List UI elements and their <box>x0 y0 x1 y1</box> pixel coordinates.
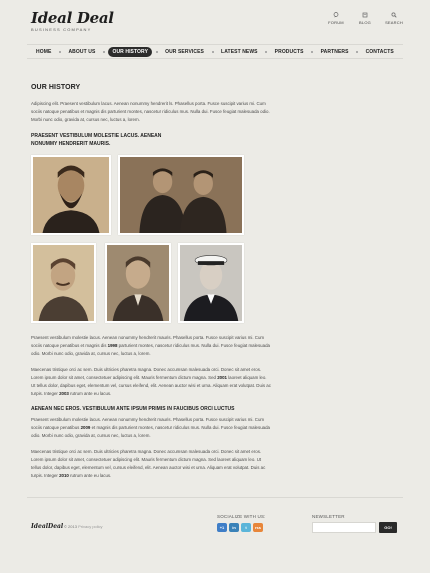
top-link-label: FORUM <box>328 20 344 25</box>
header <box>0 0 430 44</box>
newsletter-title: NEWSLETTER <box>312 514 345 519</box>
history-paragraph-2 <box>31 366 271 398</box>
main-content <box>31 84 271 148</box>
subtitle-line-2: NONUMMY HENDRERIT MAURIS. <box>31 141 111 147</box>
two-men-portrait-icon <box>120 157 242 233</box>
newsletter-go-button[interactable]: GO! <box>379 522 397 533</box>
logo-tagline: BUSINESS COMPANY <box>31 27 92 32</box>
search-icon <box>391 12 397 18</box>
nav-partners[interactable]: PARTNERS <box>320 48 349 55</box>
top-link-blog[interactable] <box>356 12 374 25</box>
history-photo-2[interactable] <box>118 155 244 235</box>
page-title: OUR HISTORY <box>31 84 81 91</box>
nav-about-us[interactable]: ABOUT US <box>68 48 96 55</box>
highlight-year: 1998 <box>107 343 118 348</box>
nav-our-services[interactable]: OUR SERVICES <box>165 48 204 55</box>
nav-home[interactable]: HOME <box>36 48 52 55</box>
rss-icon[interactable]: rss <box>254 525 261 530</box>
section-subtitle <box>31 132 271 148</box>
history-paragraph-4 <box>31 448 271 480</box>
top-link-forum[interactable] <box>327 12 345 25</box>
social-title: SOCIALIZE WITH US: <box>217 514 266 519</box>
top-link-label: SEARCH <box>385 20 403 25</box>
paragraph-text: Praesent vestibulum molestie lacus. Aenean nonummy hendrerit mauris. Phasellus porta. Fusce suscipit varius mi. Cum sociis natoque penatibus <box>31 417 265 430</box>
paragraph-text: parturient montes, nascetur ridiculus mus. Nulla dui. Fusce feugiat malesuada odio. Morbi nunc odio, gravida at, cursus nec, luctus a, lorem. <box>31 343 270 356</box>
google-plus-icon[interactable]: +1 <box>217 523 227 532</box>
man-portrait-icon <box>33 245 94 321</box>
highlight-year: 2003 <box>59 391 69 396</box>
nav-our-history[interactable]: OUR HISTORY <box>108 47 152 57</box>
history-paragraph-3 <box>31 416 271 440</box>
sailor-portrait-icon <box>180 245 242 321</box>
history-photo-5[interactable] <box>178 243 244 323</box>
paragraph-text: et magnis dis parturient montes, nascetur ridiculus mus. Nulla dui. Fusce feugiat malesuada odio. Morbi nunc odio, gravida at, cursus nec, luctus a, lorem. <box>31 425 270 438</box>
nav-products[interactable]: PRODUCTS <box>274 48 304 55</box>
history-text <box>31 334 271 480</box>
social-links <box>217 523 263 532</box>
paragraph-text: rutrum ante eu lacus. <box>68 391 112 396</box>
history-photo-3[interactable] <box>31 243 96 323</box>
logo-text: Ideal Deal <box>31 9 114 27</box>
footer <box>27 497 403 547</box>
nav-latest-news[interactable]: LATEST NEWS <box>221 48 258 55</box>
nav-contacts[interactable]: CONTACTS <box>365 48 394 55</box>
linkedin-icon[interactable]: in <box>229 523 239 532</box>
highlight-year: 2001 <box>217 375 227 380</box>
history-photo-4[interactable] <box>105 243 171 323</box>
top-link-label: BLOG <box>359 20 371 25</box>
blog-icon <box>362 12 368 18</box>
logo[interactable] <box>31 10 114 32</box>
footer-copyright <box>64 524 103 529</box>
young-man-portrait-icon <box>107 245 169 321</box>
paragraph-text: Maecenas tristique orci ac sem. Duis ultricies pharetra magna. Donec accumsan malesuada orci. Donec sit amet eros. Lorem ipsum dolor sit amet, consectetuer adipiscing elit. Mauris fermentum dictum magna. Sed laoreet aliquam leo. Ut tellus dolor, dapibus eget, elementum vel, cursus eleifend, elit. Aenean auctor wisi et urna. Aliquam erat volutpat. Duis ac turpis. Integer <box>31 449 266 478</box>
paragraph-text: Praesent vestibulum molestie lacus. Aenean nonummy hendrerit mauris. Phasellus porta. Fusce suscipit varius mi. Cum sociis natoque penatibus et magnis dis <box>31 335 265 348</box>
nav-separator <box>156 51 158 53</box>
nav-separator <box>311 51 313 53</box>
highlight-year: 2009 <box>80 425 91 430</box>
paragraph-text: laoreet aliquam leo. Ut tellus dolor, dapibus eget, elementum vel, cursus eleifend, elit. Aenean auctor wisi et urna. Aliquam erat volutpat. Duis ac turpis. Integer <box>31 375 271 396</box>
nav-separator <box>103 51 105 53</box>
main-nav <box>27 44 403 59</box>
twitter-icon[interactable]: t <box>241 523 251 532</box>
intro-paragraph: Adipiscing elit. Praesent vestibulum lacus. Aenean nonummy hendrerit ls. Phasellus porta. Fusce suscipit varius mi. Cum sociis natoque penatibus et magnis dis parturient montes, nascetur ridiculus mus. Nulla dui. Fusce feugiat malesuada odio. Morbi nunc odio, gravida at, cursus nec, luctus a, lorem. <box>31 101 270 122</box>
subtitle-line-1: PRAESENT VESTIBULUM MOLESTIE LACUS. AENEAN <box>31 133 162 139</box>
newsletter-email-input[interactable] <box>312 522 376 533</box>
nav-separator <box>265 51 267 53</box>
bearded-man-portrait-icon <box>33 157 109 233</box>
privacy-policy-link[interactable]: Privacy policy <box>78 524 103 529</box>
top-link-search[interactable] <box>385 12 403 25</box>
copyright-text: © 2013 <box>64 524 77 529</box>
section-subtitle-2: AENEAN NEC EROS. VESTIBULUM ANTE IPSUM PRIMIS IN FAUCIBUS ORCI LUCTUS <box>31 406 235 412</box>
nav-separator <box>212 51 214 53</box>
footer-logo[interactable]: IdealDeal <box>31 523 64 530</box>
forum-icon <box>333 12 339 18</box>
highlight-year: 2010 <box>59 473 69 478</box>
paragraph-text: Maecenas tristique orci ac sem. Duis ultricies pharetra magna. Donec accumsan malesuada orci. Donec sit amet eros. Lorem ipsum dolor sit amet, consectetuer adipiscing elit. Mauris fermentum dictum magna. Sed <box>31 367 262 380</box>
nav-separator <box>356 51 358 53</box>
history-photo-1[interactable] <box>31 155 111 235</box>
nav-separator <box>59 51 61 53</box>
history-paragraph-1 <box>31 334 271 358</box>
top-links <box>327 12 403 25</box>
paragraph-text: rutrum ante eu lacus. <box>68 473 112 478</box>
